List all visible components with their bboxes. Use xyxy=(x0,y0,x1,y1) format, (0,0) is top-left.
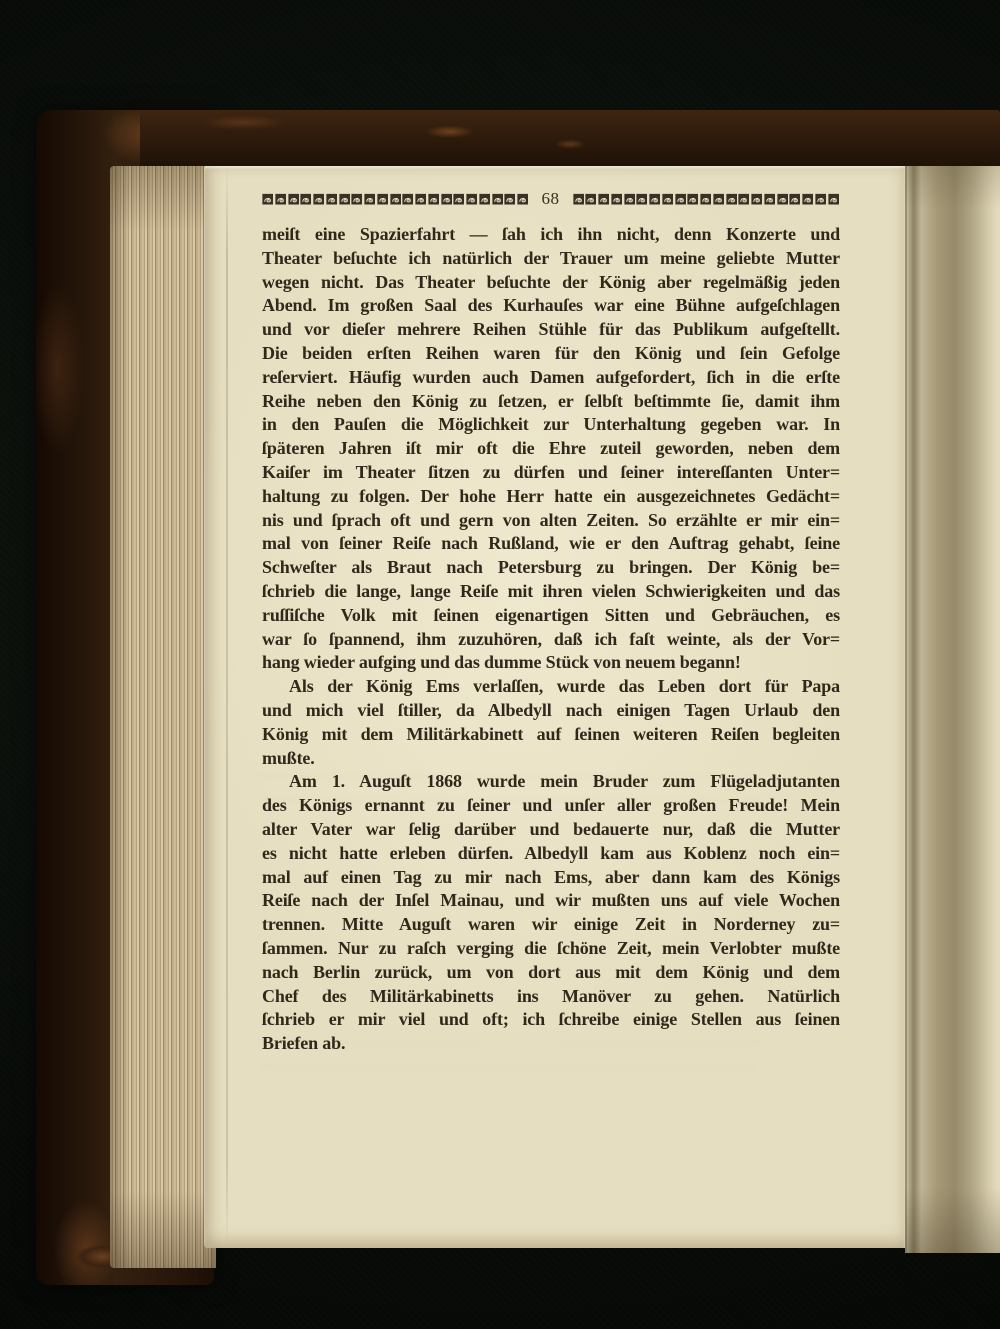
meander-ornament-icon xyxy=(390,193,401,205)
meander-ornament-icon xyxy=(517,193,528,205)
meander-ornament-icon xyxy=(275,193,286,205)
text-line: war ſo ſpannend, ihm zuzuhören, daß ich faſt weinte, als der Vor= xyxy=(262,628,840,649)
ornament-band-left xyxy=(262,193,529,206)
text-line: mußte. xyxy=(262,747,315,768)
page-crease-line xyxy=(226,166,228,1248)
text-line: Reihe neben den König zu ſetzen, er ſelbſt beſtimmte ſie, damit ihm xyxy=(262,390,840,411)
text-line: ſammen. Nur zu raſch verging die ſchöne Zeit, mein Verlobter mußte xyxy=(262,937,840,958)
meander-ornament-icon xyxy=(351,193,362,205)
meander-ornament-icon xyxy=(662,193,673,205)
text-line: reſerviert. Häufig wurden auch Damen aufgefordert, ſich in die erſte xyxy=(262,366,840,387)
text-line: ſchrieb die lange, lange Reiſe mit ihren vielen Schwierigkeiten und das xyxy=(262,580,840,601)
meander-ornament-icon xyxy=(492,193,503,205)
meander-ornament-icon xyxy=(441,193,452,205)
meander-ornament-icon xyxy=(700,193,711,205)
meander-ornament-icon xyxy=(687,193,698,205)
text-line: mal von ſeiner Reiſe nach Rußland, wie er den Auftrag gehabt, ſeine xyxy=(262,533,840,554)
meander-ornament-icon xyxy=(339,193,350,205)
text-line: in den Pauſen die Möglichkeit zur Unterhaltung gegeben war. In xyxy=(262,414,840,435)
meander-ornament-icon xyxy=(726,193,737,205)
meander-ornament-icon xyxy=(466,193,477,205)
page-number: 68 xyxy=(541,189,560,208)
text-line: alter Vater war ſelig darüber und bedauerte nur, daß die Mutter xyxy=(262,818,840,839)
text-line: ſchrieb er mir viel und oft; ich ſchreibe einige Stellen aus ſeinen xyxy=(262,1009,840,1030)
page-stack-fore-edge xyxy=(110,166,216,1268)
meander-ornament-icon xyxy=(777,193,788,205)
text-line: Briefen ab. xyxy=(262,1033,346,1054)
ornament-band-right xyxy=(573,193,840,206)
text-line: meiſt eine Spazierfahrt — ſah ich ihn nicht, denn Konzerte und xyxy=(262,224,840,244)
meander-ornament-icon xyxy=(504,193,515,205)
text-line: Chef des Militärkabinetts ins Manöver zu gehen. Natürlich xyxy=(262,985,840,1006)
meander-ornament-icon xyxy=(479,193,490,205)
meander-ornament-icon xyxy=(764,193,775,205)
meander-ornament-icon xyxy=(828,193,839,205)
meander-ornament-icon xyxy=(611,193,622,205)
meander-ornament-icon xyxy=(815,193,826,205)
meander-ornament-icon xyxy=(636,193,647,205)
meander-ornament-icon xyxy=(364,193,375,205)
meander-ornament-icon xyxy=(738,193,749,205)
meander-ornament-icon xyxy=(598,193,609,205)
meander-ornament-icon xyxy=(326,193,337,205)
book-cover-top-edge xyxy=(140,110,1000,172)
meander-ornament-icon xyxy=(585,193,596,205)
text-line: König mit dem Militärkabinett auf ſeinen weiteren Reiſen begleiten xyxy=(262,723,840,744)
meander-ornament-icon xyxy=(675,193,686,205)
meander-ornament-icon xyxy=(649,193,660,205)
text-block xyxy=(262,223,840,1056)
meander-ornament-icon xyxy=(262,193,273,205)
text-line: Reiſe nach der Inſel Mainau, und wir mußten uns auf viele Wochen xyxy=(262,890,840,911)
text-line: Kaiſer im Theater ſitzen zu dürfen und ſeiner intereſſanten Unter= xyxy=(262,461,840,482)
text-line: nis und ſprach oft und gern von alten Zeiten. So erzählte er mir ein= xyxy=(262,509,840,530)
meander-ornament-icon xyxy=(713,193,724,205)
page-gutter-shadow xyxy=(905,166,1000,1253)
text-line: trennen. Mitte Auguſt waren wir einige Zeit in Norderney zu= xyxy=(262,914,840,935)
meander-ornament-icon xyxy=(624,193,635,205)
text-line: Abend. Im großen Saal des Kurhauſes war eine Bühne aufgeſchlagen xyxy=(262,295,840,316)
text-line: haltung zu folgen. Der hohe Herr hatte ein ausgezeichnetes Gedächt= xyxy=(262,485,840,506)
book-page xyxy=(204,166,905,1248)
text-line: ruſſiſche Volk mit ſeinen eigenartigen Sitten und Gebräuchen, es xyxy=(262,604,840,625)
text-line: mal auf einen Tag zu mir nach Ems, aber dann kam des Königs xyxy=(262,866,840,887)
text-line: und mich viel ſtiller, da Albedyll nach einigen Tagen Urlaub den xyxy=(262,699,840,720)
text-line: ſpäteren Jahren iſt mir oft die Ehre zuteil geworden, neben dem xyxy=(262,438,840,459)
meander-ornament-icon xyxy=(428,193,439,205)
meander-ornament-icon xyxy=(573,193,584,205)
text-line: wegen nicht. Das Theater beſuchte der König aber regelmäßig jeden xyxy=(262,271,840,292)
meander-ornament-icon xyxy=(288,193,299,205)
meander-ornament-icon xyxy=(751,193,762,205)
text-line: Schweſter als Braut nach Petersburg zu bringen. Der König be= xyxy=(262,557,840,578)
text-line: Am 1. Auguſt 1868 wurde mein Bruder zum Flügeladjutanten xyxy=(289,771,840,792)
meander-ornament-icon xyxy=(415,193,426,205)
meander-ornament-icon xyxy=(802,193,813,205)
text-line: es nicht hatte erleben dürfen. Albedyll kam aus Koblenz noch ein= xyxy=(262,842,840,863)
text-line: des Königs ernannt zu ſeiner und unſer aller großen Freude! Mein xyxy=(262,795,840,816)
meander-ornament-icon xyxy=(313,193,324,205)
meander-ornament-icon xyxy=(789,193,800,205)
text-line: Als der König Ems verlaſſen, wurde das Leben dort für Papa xyxy=(289,676,840,697)
text-line: nach Berlin zurück, um von dort aus mit dem König und dem xyxy=(262,961,840,982)
meander-ornament-icon xyxy=(453,193,464,205)
text-line: Theater beſuchte ich natürlich der Trauer um meine geliebte Mutter xyxy=(262,247,840,268)
text-line: Die beiden erſten Reihen waren für den König und ſein Gefolge xyxy=(262,342,840,363)
page-header xyxy=(262,190,839,208)
meander-ornament-icon xyxy=(377,193,388,205)
text-line: hang wieder aufging und das dumme Stück von neuem begann! xyxy=(262,652,741,673)
meander-ornament-icon xyxy=(402,193,413,205)
meander-ornament-icon xyxy=(300,193,311,205)
text-line: und vor dieſer mehrere Reihen Stühle für das Publikum aufgeſtellt. xyxy=(262,319,840,340)
